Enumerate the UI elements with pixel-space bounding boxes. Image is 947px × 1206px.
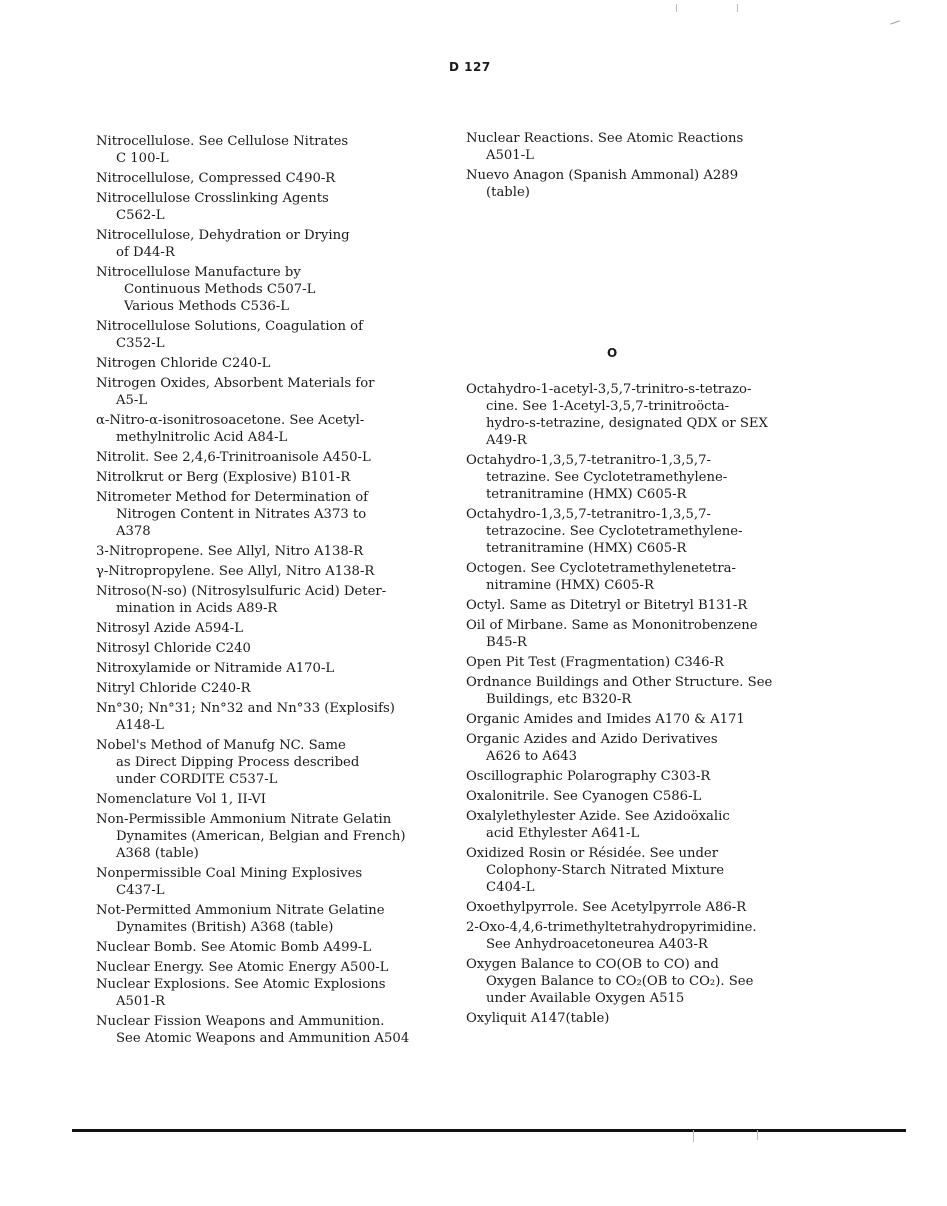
index-entry	[466, 731, 796, 765]
index-entry-heading: Nuclear Bomb. See Atomic Bomb A499-L	[96, 940, 372, 955]
index-entry-continuation: A368 (table)	[116, 846, 199, 861]
index-entry-continuation: A501-R	[116, 994, 166, 1009]
scan-mark	[757, 1130, 758, 1140]
index-entry-continuation: Various Methods C536-L	[124, 299, 290, 314]
index-entry-continuation: cine. See 1-Acetyl-3,5,7-trinitroöcta-	[486, 399, 730, 414]
index-entry	[96, 902, 444, 936]
scan-mark	[890, 20, 900, 24]
index-entry-heading: Nuclear Fission Weapons and Ammunition.	[96, 1014, 385, 1029]
index-entry-heading: Nitrosyl Azide A594-L	[96, 621, 243, 636]
index-entry	[96, 865, 444, 899]
index-entry-continuation: C352-L	[116, 336, 165, 351]
index-entry-continuation: Dynamites (British) A368 (table)	[116, 920, 334, 935]
index-entry-heading: Oxoethylpyrrole. See Acetylpyrrole A86-R	[466, 900, 747, 915]
index-entry-heading: Not-Permitted Ammonium Nitrate Gelatine	[96, 903, 385, 918]
index-entry	[466, 845, 796, 896]
index-entry-continuation: Nitrogen Content in Nitrates A373 to	[116, 507, 367, 522]
index-entry	[96, 640, 444, 657]
index-entry-heading: Non-Permissible Ammonium Nitrate Gelatin	[96, 812, 392, 827]
index-entry-heading: Nitrocellulose, Dehydration or Drying	[96, 228, 350, 243]
index-entry-heading: Nomenclature Vol 1, II-VI	[96, 792, 266, 807]
index-entry	[466, 711, 796, 728]
index-entry-heading: Nobel's Method of Manufg NC. Same	[96, 738, 346, 753]
index-entry-heading: Open Pit Test (Fragmentation) C346-R	[466, 655, 724, 670]
index-entry-heading: Nitrocellulose Crosslinking Agents	[96, 191, 329, 206]
index-entry	[466, 654, 796, 671]
index-entry	[96, 412, 444, 446]
index-entry-heading: Nitryl Chloride C240-R	[96, 681, 251, 696]
index-entry	[96, 170, 444, 187]
index-entry-heading: Nitrogen Oxides, Absorbent Materials for	[96, 376, 375, 391]
index-entry-heading: 3-Nitropropene. See Allyl, Nitro A138-R	[96, 544, 364, 559]
index-entry	[466, 808, 796, 842]
index-entry-heading: Octahydro-1,3,5,7-tetranitro-1,3,5,7-	[466, 507, 711, 522]
index-entry-continuation: A378	[116, 524, 151, 539]
index-entry	[96, 469, 444, 486]
index-entry	[96, 190, 444, 224]
scan-mark	[676, 4, 677, 12]
index-entry	[466, 560, 796, 594]
index-entry-heading: Nuclear Explosions. See Atomic Explosions	[96, 977, 386, 992]
index-entry-heading: Nitrocellulose, Compressed C490-R	[96, 171, 336, 186]
index-entry-heading: Oxalylethylester Azide. See Azidoöxalic	[466, 809, 730, 824]
right-index-column-o-section	[466, 381, 796, 1030]
right-index-column	[466, 130, 796, 204]
index-entry-continuation: hydro-s-tetrazine, designated QDX or SEX	[486, 416, 768, 431]
scan-mark	[737, 4, 738, 12]
index-entry-continuation: acid Ethylester A641-L	[486, 826, 640, 841]
index-entry	[96, 133, 444, 167]
index-entry-continuation: tetrazocine. See Cyclotetramethylene-	[486, 524, 743, 539]
index-entry	[96, 680, 444, 697]
index-entry-continuation: of D44-R	[116, 245, 175, 260]
index-entry-continuation: tetranitramine (HMX) C605-R	[486, 487, 687, 502]
index-entry	[96, 660, 444, 677]
index-entry-heading: Nitrosyl Chloride C240	[96, 641, 251, 656]
index-entry	[96, 489, 444, 540]
index-entry	[466, 919, 796, 953]
index-entry	[466, 788, 796, 805]
index-entry	[466, 956, 796, 1007]
index-entry-heading: Oxyliquit A147(table)	[466, 1011, 610, 1026]
index-entry-continuation: under CORDITE C537-L	[116, 772, 278, 787]
index-entry-continuation: A626 to A643	[486, 749, 578, 764]
index-entry-continuation: Buildings, etc B320-R	[486, 692, 632, 707]
index-entry-continuation: nitramine (HMX) C605-R	[486, 578, 654, 593]
section-letter: O	[607, 346, 618, 360]
index-entry-heading: Oxalonitrile. See Cyanogen C586-L	[466, 789, 702, 804]
index-entry-continuation: C562-L	[116, 208, 165, 223]
index-entry-heading: Nn°30; Nn°31; Nn°32 and Nn°33 (Explosifs)	[96, 701, 395, 716]
index-entry-continuation: mination in Acids A89-R	[116, 601, 278, 616]
index-entry	[466, 130, 796, 164]
scan-mark	[693, 1130, 694, 1142]
index-entry-heading: Nitrocellulose Solutions, Coagulation of	[96, 319, 363, 334]
left-index-column	[96, 133, 444, 1050]
index-entry-heading: Octyl. Same as Ditetryl or Bitetryl B131-R	[466, 598, 748, 613]
page-number: D 127	[449, 60, 491, 74]
index-entry-heading: Nitrolit. See 2,4,6-Trinitroanisole A450-L	[96, 450, 371, 465]
index-entry-continuation: A5-L	[116, 393, 148, 408]
index-entry	[96, 620, 444, 637]
bottom-rule	[72, 1129, 906, 1132]
index-entry-heading: γ-Nitropropylene. See Allyl, Nitro A138-R	[96, 564, 375, 579]
index-entry-heading: Nitrometer Method for Determination of	[96, 490, 369, 505]
index-entry	[96, 959, 444, 1010]
index-entry-heading: Nitrocellulose Manufacture by	[96, 265, 301, 280]
index-entry-continuation: A148-L	[116, 718, 164, 733]
index-entry-continuation: C437-L	[116, 883, 165, 898]
index-entry	[466, 506, 796, 557]
index-entry	[96, 563, 444, 580]
index-entry	[96, 375, 444, 409]
index-entry-heading: Nuevo Anagon (Spanish Ammonal) A289	[466, 168, 739, 183]
index-entry-heading: Organic Azides and Azido Derivatives	[466, 732, 718, 747]
index-entry-continuation: C 100-L	[116, 151, 169, 166]
index-entry	[466, 674, 796, 708]
index-entry-continuation: C404-L	[486, 880, 535, 895]
index-entry	[466, 1010, 796, 1027]
index-entry	[96, 227, 444, 261]
index-entry	[96, 1013, 444, 1047]
index-entry	[96, 939, 444, 956]
index-entry-heading: α-Nitro-α-isonitrosoacetone. See Acetyl-	[96, 413, 365, 428]
index-entry-continuation: See Anhydroacetoneurea A403-R	[486, 937, 708, 952]
index-entry-heading: Oxidized Rosin or Résidée. See under	[466, 846, 719, 861]
index-entry-continuation: methylnitrolic Acid A84-L	[116, 430, 288, 445]
index-entry	[96, 355, 444, 372]
index-entry	[466, 768, 796, 785]
index-entry-heading: Octogen. See Cyclotetramethylenetetra-	[466, 561, 736, 576]
index-entry-continuation: A49-R	[486, 433, 527, 448]
index-entry-heading: Nitrolkrut or Berg (Explosive) B101-R	[96, 470, 351, 485]
index-entry-heading: Nitroxylamide or Nitramide A170-L	[96, 661, 335, 676]
index-entry	[466, 167, 796, 201]
index-entry	[466, 597, 796, 614]
index-entry-heading: Nitrocellulose. See Cellulose Nitrates	[96, 134, 349, 149]
index-entry-heading: Nitrogen Chloride C240-L	[96, 356, 271, 371]
index-entry-heading: Octahydro-1,3,5,7-tetranitro-1,3,5,7-	[466, 453, 711, 468]
index-entry-continuation: A501-L	[486, 148, 534, 163]
index-entry-heading: Nonpermissible Coal Mining Explosives	[96, 866, 363, 881]
index-entry	[466, 381, 796, 449]
index-entry-continuation: Continuous Methods C507-L	[124, 282, 316, 297]
index-entry-continuation: Colophony-Starch Nitrated Mixture	[486, 863, 725, 878]
index-entry	[96, 811, 444, 862]
index-entry-heading: Oscillographic Polarography C303-R	[466, 769, 711, 784]
index-entry-heading: Oil of Mirbane. Same as Mononitrobenzene	[466, 618, 758, 633]
index-entry-continuation: See Atomic Weapons and Ammunition A504	[116, 1031, 410, 1046]
index-entry-continuation: tetranitramine (HMX) C605-R	[486, 541, 687, 556]
index-entry	[96, 700, 444, 734]
index-entry-continuation: under Available Oxygen A515	[486, 991, 685, 1006]
index-entry	[96, 449, 444, 466]
index-entry	[96, 737, 444, 788]
index-entry-continuation: (table)	[486, 185, 530, 200]
index-entry	[96, 318, 444, 352]
index-entry	[466, 899, 796, 916]
index-entry	[96, 264, 444, 315]
index-entry-heading: Octahydro-1-acetyl-3,5,7-trinitro-s-tetrazo-	[466, 382, 752, 397]
index-entry-continuation: as Direct Dipping Process described	[116, 755, 360, 770]
index-entry	[96, 791, 444, 808]
index-entry-heading: Organic Amides and Imides A170 & A171	[466, 712, 745, 727]
index-entry-heading: 2-Oxo-4,4,6-trimethyltetrahydropyrimidine.	[466, 920, 757, 935]
index-entry-continuation: Dynamites (American, Belgian and French)	[116, 829, 406, 844]
index-entry-continuation: tetrazine. See Cyclotetramethylene-	[486, 470, 728, 485]
index-entry-continuation: Oxygen Balance to CO₂(OB to CO₂). See	[486, 974, 754, 989]
index-entry-heading: Ordnance Buildings and Other Structure. See	[466, 675, 773, 690]
index-entry-heading: Nuclear Energy. See Atomic Energy A500-L	[96, 960, 389, 975]
index-entry-continuation: B45-R	[486, 635, 527, 650]
index-entry-heading: Nuclear Reactions. See Atomic Reactions	[466, 131, 744, 146]
index-entry	[466, 452, 796, 503]
index-entry-heading: Nitroso(N-so) (Nitrosylsulfuric Acid) Deter-	[96, 584, 387, 599]
index-entry-heading: Oxygen Balance to CO(OB to CO) and	[466, 957, 719, 972]
index-entry	[96, 543, 444, 560]
index-entry	[466, 617, 796, 651]
index-entry	[96, 583, 444, 617]
